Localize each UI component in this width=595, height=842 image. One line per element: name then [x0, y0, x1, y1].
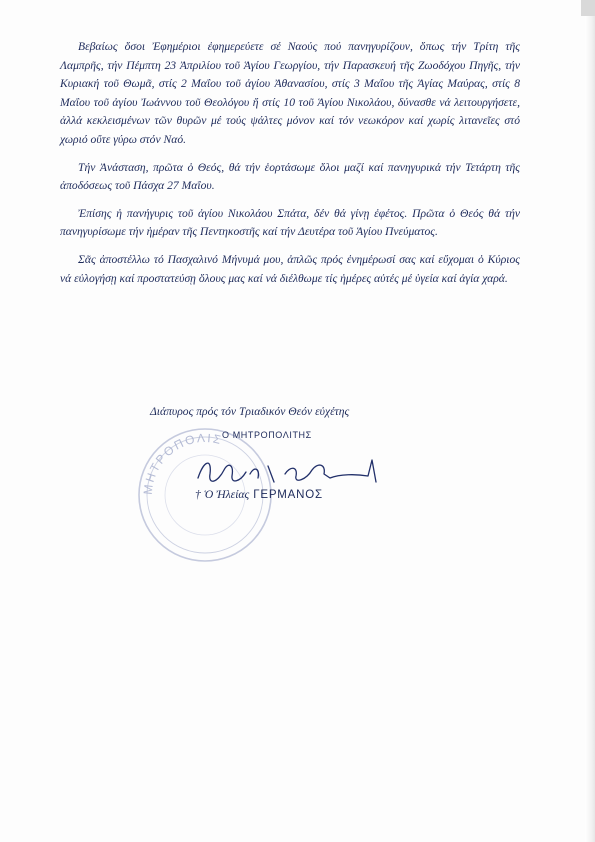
signatory-title: Ο ΜΗΤΡΟΠΟΛΙΤΗΣ — [222, 430, 312, 440]
letter-body — [60, 38, 520, 297]
paragraph-saint-nicholas: Ἐπίσης ἡ πανήγυρις τοῦ ἁγίου Νικολάου Σπάτα, δέν θά γίνῃ ἐφέτος. Πρῶτα ὁ Θεός θά τήν πανηγυρίσωμε τήν ἡμέραν τῆς Πεντηκοστῆς καί τήν Δευτέρα τοῦ Ἁγίου Πνεύματος. — [60, 206, 520, 239]
signatory-surname: ΓΕΡΜΑΝΟΣ — [253, 489, 323, 501]
closing-salutation: Διάπυρος πρός τόν Τριαδικόν Θεόν εὐχέτης — [150, 405, 350, 418]
signatory-prefix: † Ὁ Ἠλείας — [195, 488, 250, 501]
seal-text: ΜΗΤΡΟΠΟΛΙΣ — [140, 430, 225, 496]
paragraph-resurrection: Τήν Ἀνάσταση, πρῶτα ὁ Θεός, θά τήν ἑορτάσωμε ὅλοι μαζί καί πανηγυρικά τήν Τετάρτη τῆς ἀποδόσεως τοῦ Πάσχα 27 Μαΐου. — [60, 160, 520, 193]
paragraph-feast-services: Βεβαίως ὅσοι Ἐφημέριοι ἐφημερεύετε σέ Ναούς πού πανηγυρίζουν, ὅπως τήν Τρίτη τῆς Λαμπρῆς, τήν Πέμπτη 23 Ἀπριλίου τοῦ Ἁγίου Γεωργίου, τήν Παρασκευή τῆς Ζωοδόχου Πηγῆς, τήν Κυριακή τοῦ Θωμᾶ, στίς 2 Μαΐου τοῦ ἁγίου Ἀθανασίου, στίς 3 Μαΐου τῆς Ἁγίας Μαύρας, στίς 8 Μαΐου τοῦ ἁγίου Ἰωάννου τοῦ Θεολόγου ἤ στίς 10 τοῦ Ἁγίου Νικολάου, δύνασθε νά λειτουργήσετε, ἀλλά κεκλεισμένων τῶν θυρῶν μέ τούς ψάλτες μόνον καί τόν νεωκόρον καί χωρίς λιτανεῖες στό χωριό οὔτε γύρω στόν Ναό. — [60, 40, 520, 146]
signatory-name — [195, 488, 323, 501]
scan-corner-mark — [581, 0, 595, 16]
paragraph-paschal-message: Σᾶς ἀποστέλλω τό Πασχαλινό Μήνυμά μου, ἁπλῶς πρός ἐνημέρωσί σας καί εὔχομαι ὁ Κύριος νά εὐλογήσῃ καί προστατεύσῃ ὅλους μας καί νά διέλθωμε τίς ἡμέρες αὐτές μέ ὑγεία καί ἁγία χαρά. — [60, 252, 520, 285]
handwritten-signature — [190, 452, 390, 492]
scan-edge — [585, 0, 595, 842]
